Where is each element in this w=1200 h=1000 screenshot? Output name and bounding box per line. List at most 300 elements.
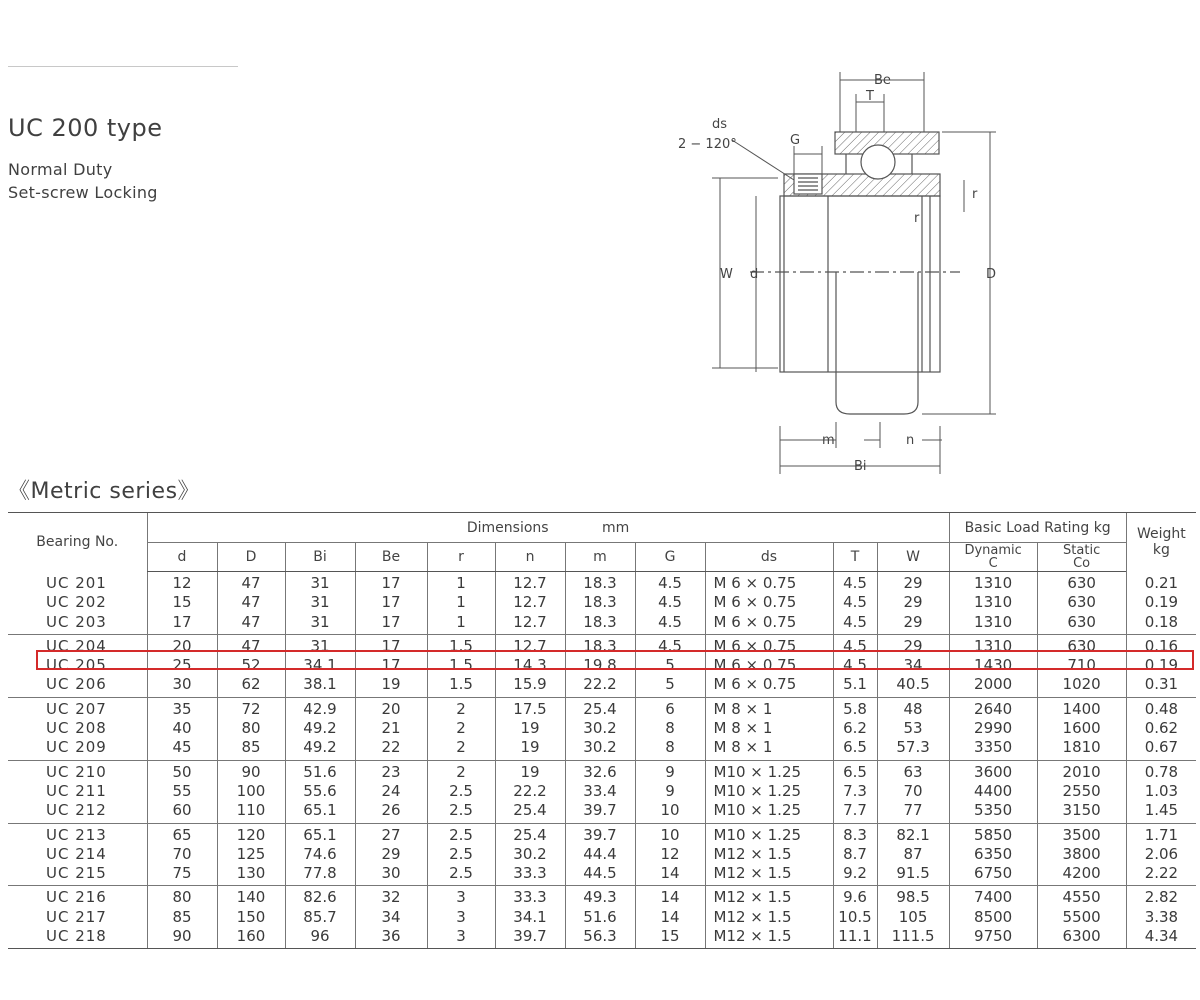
cell-d: 17 [147,613,217,635]
cell-be: 32 [355,886,427,908]
label-ds-note: 2 − 120° [678,137,737,152]
cell-d: 70 [147,845,217,864]
cell-bi: 82.6 [285,886,355,908]
highlight-box [36,650,1194,670]
cell-dynamic: 1430 [949,656,1037,675]
cell-static: 2550 [1037,782,1126,801]
cell-ds: M12 × 1.5 [705,845,833,864]
cell-bearing-no: UC 208 [46,719,107,738]
label-m: m [822,433,835,448]
cell-weight: 2.06 [1126,845,1196,864]
cell-static: 1400 [1037,697,1126,719]
table-row [8,927,1196,949]
cell-bi: 65.1 [285,801,355,823]
cell-be: 17 [355,634,427,656]
cell-n: 19 [495,738,565,760]
subtitle-duty: Normal Duty [8,160,113,179]
cell-r: 2 [427,719,495,738]
cell-weight: 0.19 [1126,656,1196,675]
cell-r: 3 [427,908,495,927]
cell-be: 21 [355,719,427,738]
cell-t: 8.7 [833,845,877,864]
cell-big-d: 100 [217,782,285,801]
cell-big-d: 47 [217,613,285,635]
cell-g: 14 [635,886,705,908]
cell-t: 9.2 [833,864,877,886]
col-static: Static Co [1037,543,1126,572]
cell-m: 30.2 [565,719,635,738]
cell-big-d: 47 [217,634,285,656]
cell-big-d: 110 [217,801,285,823]
cell-t: 4.5 [833,634,877,656]
cell-be: 22 [355,738,427,760]
cell-static: 630 [1037,613,1126,635]
table-row [8,593,1196,612]
table-row [8,697,1196,719]
cell-g: 10 [635,823,705,845]
cell-be: 19 [355,675,427,697]
cell-weight: 0.78 [1126,760,1196,782]
cell-weight: 2.82 [1126,886,1196,908]
cell-g: 4.5 [635,593,705,612]
table-row [8,738,1196,760]
cell-bi: 34.1 [285,656,355,675]
cell-weight: 0.31 [1126,675,1196,697]
label-ds: ds [712,117,728,132]
cell-dynamic: 1310 [949,613,1037,635]
cell-r: 1 [427,613,495,635]
cell-m: 18.3 [565,572,635,594]
cell-d: 45 [147,738,217,760]
cell-n: 19 [495,719,565,738]
cell-big-d: 62 [217,675,285,697]
col-w: W [877,543,949,572]
cell-bearing-no: UC 212 [46,801,107,820]
cell-ds: M 6 × 0.75 [705,613,833,635]
cell-static: 3150 [1037,801,1126,823]
cell-bi: 38.1 [285,675,355,697]
cell-t: 11.1 [833,927,877,949]
cell-w: 48 [877,697,949,719]
cell-w: 29 [877,613,949,635]
cell-bi: 49.2 [285,738,355,760]
cell-m: 30.2 [565,738,635,760]
cell-n: 34.1 [495,908,565,927]
cell-bearing-no: UC 215 [46,864,107,883]
cell-dynamic: 6350 [949,845,1037,864]
cell-r: 1.5 [427,656,495,675]
cell-big-d: 140 [217,886,285,908]
cell-w: 53 [877,719,949,738]
table-row [8,801,1196,823]
cell-bi: 42.9 [285,697,355,719]
cell-g: 6 [635,697,705,719]
cell-big-d: 52 [217,656,285,675]
cell-g: 8 [635,719,705,738]
cell-dynamic: 2990 [949,719,1037,738]
cell-bearing-no: UC 206 [46,675,107,694]
cell-m: 56.3 [565,927,635,949]
cell-bearing-no: UC 210 [8,760,147,782]
cell-weight: 0.67 [1126,738,1196,760]
table-row [8,760,1196,782]
cell-w: 87 [877,845,949,864]
page-title: UC 200 type [8,114,163,142]
cell-ds: M 8 × 1 [705,719,833,738]
table-row [8,886,1196,908]
cell-weight: 1.71 [1126,823,1196,845]
cell-be: 26 [355,801,427,823]
cell-bi: 77.8 [285,864,355,886]
cell-t: 5.1 [833,675,877,697]
col-bi: Bi [285,543,355,572]
cell-big-d: 80 [217,719,285,738]
cell-weight: 4.34 [1126,927,1196,949]
cell-big-d: 72 [217,697,285,719]
cell-w: 29 [877,572,949,594]
cell-static: 1020 [1037,675,1126,697]
cell-r: 2 [427,760,495,782]
col-n: n [495,543,565,572]
label-r-inner: r [914,211,920,226]
table-row [8,675,1196,697]
cell-r: 2.5 [427,823,495,845]
cell-bearing-no: UC 205 [46,656,107,675]
cell-static: 2010 [1037,760,1126,782]
cell-w: 91.5 [877,864,949,886]
cell-m: 39.7 [565,801,635,823]
cell-g: 14 [635,908,705,927]
label-n: n [906,433,915,448]
table-row [8,864,1196,886]
cell-g: 12 [635,845,705,864]
cell-d: 80 [147,886,217,908]
cell-bearing-no: UC 203 [46,612,107,631]
label-r-outer: r [972,187,978,202]
cell-n: 33.3 [495,886,565,908]
cell-d: 85 [147,908,217,927]
cell-g: 5 [635,656,705,675]
cell-n: 25.4 [495,823,565,845]
cell-static: 630 [1037,634,1126,656]
table-row [8,845,1196,864]
cell-n: 25.4 [495,801,565,823]
series-label: 《Metric series》 [8,479,201,504]
cell-be: 17 [355,593,427,612]
cell-bearing-no: UC 216 [8,886,147,908]
cell-w: 70 [877,782,949,801]
cell-bi: 85.7 [285,908,355,927]
cell-m: 25.4 [565,697,635,719]
label-big-d: D [986,267,997,282]
cell-w: 34 [877,656,949,675]
cell-static: 630 [1037,572,1126,594]
cell-be: 23 [355,760,427,782]
cell-n: 12.7 [495,634,565,656]
cell-w: 57.3 [877,738,949,760]
cell-static: 6300 [1037,927,1126,949]
cell-t: 10.5 [833,908,877,927]
cell-bi: 31 [285,572,355,594]
label-be: Be [874,73,891,88]
cell-dynamic: 5350 [949,801,1037,823]
cell-dynamic: 5850 [949,823,1037,845]
cell-w: 111.5 [877,927,949,949]
cell-bi: 31 [285,593,355,612]
cell-weight: 3.38 [1126,908,1196,927]
label-d: d [750,267,759,282]
cell-static: 3500 [1037,823,1126,845]
cell-ds: M 8 × 1 [705,697,833,719]
cell-t: 4.5 [833,613,877,635]
cell-n: 12.7 [495,572,565,594]
cell-ds: M12 × 1.5 [705,886,833,908]
cell-r: 2.5 [427,864,495,886]
table-row [8,782,1196,801]
col-m: m [565,543,635,572]
cell-be: 17 [355,572,427,594]
cell-r: 1.5 [427,634,495,656]
label-g: G [790,133,801,148]
cell-d: 90 [147,927,217,949]
col-big-d: D [217,543,285,572]
cell-r: 2.5 [427,801,495,823]
cell-m: 39.7 [565,823,635,845]
cell-weight: 0.48 [1126,697,1196,719]
cell-w: 40.5 [877,675,949,697]
cell-be: 36 [355,927,427,949]
cell-ds: M12 × 1.5 [705,864,833,886]
cell-w: 29 [877,634,949,656]
cell-weight: 0.62 [1126,719,1196,738]
cell-ds: M10 × 1.25 [705,760,833,782]
cell-bearing-no: UC 207 [8,697,147,719]
cell-bearing-no: UC 204 [8,634,147,656]
cell-n: 39.7 [495,927,565,949]
cell-t: 6.5 [833,738,877,760]
cell-r: 2 [427,697,495,719]
cell-weight: 2.22 [1126,864,1196,886]
cell-big-d: 125 [217,845,285,864]
cell-bi: 51.6 [285,760,355,782]
cell-t: 9.6 [833,886,877,908]
cell-n: 33.3 [495,864,565,886]
cell-d: 60 [147,801,217,823]
cell-r: 2 [427,738,495,760]
cell-d: 55 [147,782,217,801]
cell-bi: 55.6 [285,782,355,801]
cell-bearing-no: UC 211 [46,781,107,800]
spec-table [8,512,1196,949]
cell-bi: 65.1 [285,823,355,845]
cell-ds: M 6 × 0.75 [705,675,833,697]
cell-big-d: 47 [217,593,285,612]
cell-be: 17 [355,656,427,675]
top-rule [8,66,238,67]
cell-d: 40 [147,719,217,738]
cell-g: 4.5 [635,634,705,656]
cell-big-d: 160 [217,927,285,949]
cell-g: 15 [635,927,705,949]
cell-g: 9 [635,760,705,782]
cell-d: 25 [147,656,217,675]
cell-dynamic: 1310 [949,593,1037,612]
cell-static: 4550 [1037,886,1126,908]
cell-d: 15 [147,593,217,612]
cell-static: 1600 [1037,719,1126,738]
col-ds: ds [705,543,833,572]
cell-t: 7.3 [833,782,877,801]
cell-r: 1 [427,572,495,594]
cell-m: 51.6 [565,908,635,927]
cell-n: 15.9 [495,675,565,697]
cell-ds: M10 × 1.25 [705,801,833,823]
cell-big-d: 130 [217,864,285,886]
col-r: r [427,543,495,572]
cell-w: 29 [877,593,949,612]
cell-r: 1.5 [427,675,495,697]
cell-n: 14.3 [495,656,565,675]
cell-m: 18.3 [565,593,635,612]
cell-r: 2.5 [427,845,495,864]
header-bearing-no: Bearing No. [8,513,147,572]
cell-d: 65 [147,823,217,845]
cell-be: 24 [355,782,427,801]
cell-d: 30 [147,675,217,697]
cell-t: 4.5 [833,572,877,594]
cell-bearing-no: UC 218 [8,927,147,949]
cell-m: 49.3 [565,886,635,908]
cell-bi: 74.6 [285,845,355,864]
label-t: T [866,89,874,104]
cell-d: 50 [147,760,217,782]
cell-big-d: 85 [217,738,285,760]
spec-table-body [8,572,1196,949]
cell-dynamic: 1310 [949,572,1037,594]
cell-t: 8.3 [833,823,877,845]
cell-t: 6.2 [833,719,877,738]
cell-dynamic: 2000 [949,675,1037,697]
cell-ds: M12 × 1.5 [705,908,833,927]
cell-dynamic: 7400 [949,886,1037,908]
cell-n: 22.2 [495,782,565,801]
cell-ds: M 8 × 1 [705,738,833,760]
cell-dynamic: 6750 [949,864,1037,886]
cell-g: 9 [635,782,705,801]
cell-dynamic: 3600 [949,760,1037,782]
cell-r: 3 [427,886,495,908]
cell-g: 4.5 [635,613,705,635]
cell-dynamic: 4400 [949,782,1037,801]
cell-m: 18.3 [565,634,635,656]
table-row [8,613,1196,635]
cell-m: 33.4 [565,782,635,801]
cell-ds: M 6 × 0.75 [705,572,833,594]
cell-ds: M12 × 1.5 [705,927,833,949]
cell-n: 12.7 [495,613,565,635]
cell-weight: 0.16 [1126,634,1196,656]
header-load-rating: Basic Load Rating kg [949,513,1126,543]
cell-g: 8 [635,738,705,760]
cell-t: 7.7 [833,801,877,823]
cell-w: 77 [877,801,949,823]
cell-g: 10 [635,801,705,823]
cell-ds: M 6 × 0.75 [705,593,833,612]
cell-d: 35 [147,697,217,719]
cell-bearing-no: UC 214 [46,844,107,863]
cell-bearing-no: UC 217 [46,907,107,926]
cell-big-d: 90 [217,760,285,782]
cell-be: 34 [355,908,427,927]
table-row [8,719,1196,738]
table-row [8,572,1196,594]
cell-be: 17 [355,613,427,635]
cell-m: 19.8 [565,656,635,675]
cell-bi: 31 [285,634,355,656]
cell-static: 3800 [1037,845,1126,864]
col-g: G [635,543,705,572]
cell-weight: 1.45 [1126,801,1196,823]
cell-ds: M 6 × 0.75 [705,634,833,656]
bearing-diagram [660,62,1000,482]
cell-t: 4.5 [833,593,877,612]
label-w: W [720,267,733,282]
cell-r: 1 [427,593,495,612]
cell-d: 20 [147,634,217,656]
cell-n: 30.2 [495,845,565,864]
cell-n: 12.7 [495,593,565,612]
table-row [8,908,1196,927]
cell-r: 2.5 [427,782,495,801]
cell-t: 5.8 [833,697,877,719]
col-d: d [147,543,217,572]
cell-be: 27 [355,823,427,845]
subtitle-locking: Set-screw Locking [8,183,158,202]
cell-static: 1810 [1037,738,1126,760]
table-row [8,823,1196,845]
cell-weight: 0.18 [1126,613,1196,635]
col-be: Be [355,543,427,572]
cell-big-d: 120 [217,823,285,845]
cell-dynamic: 8500 [949,908,1037,927]
cell-g: 5 [635,675,705,697]
cell-bearing-no: UC 202 [46,593,107,612]
cell-dynamic: 3350 [949,738,1037,760]
cell-be: 29 [355,845,427,864]
cell-be: 30 [355,864,427,886]
cell-m: 22.2 [565,675,635,697]
col-dynamic: Dynamic C [949,543,1037,572]
cell-static: 710 [1037,656,1126,675]
cell-m: 44.4 [565,845,635,864]
cell-m: 44.5 [565,864,635,886]
cell-t: 4.5 [833,656,877,675]
cell-weight: 0.19 [1126,593,1196,612]
col-t: T [833,543,877,572]
cell-weight: 1.03 [1126,782,1196,801]
cell-w: 105 [877,908,949,927]
header-weight: Weight kg [1126,513,1196,572]
cell-d: 12 [147,572,217,594]
cell-w: 63 [877,760,949,782]
cell-be: 20 [355,697,427,719]
cell-bi: 31 [285,613,355,635]
cell-dynamic: 1310 [949,634,1037,656]
cell-bi: 49.2 [285,719,355,738]
label-bi: Bi [854,459,867,474]
cell-ds: M10 × 1.25 [705,782,833,801]
header-dimensions: Dimensions mm [147,513,949,543]
